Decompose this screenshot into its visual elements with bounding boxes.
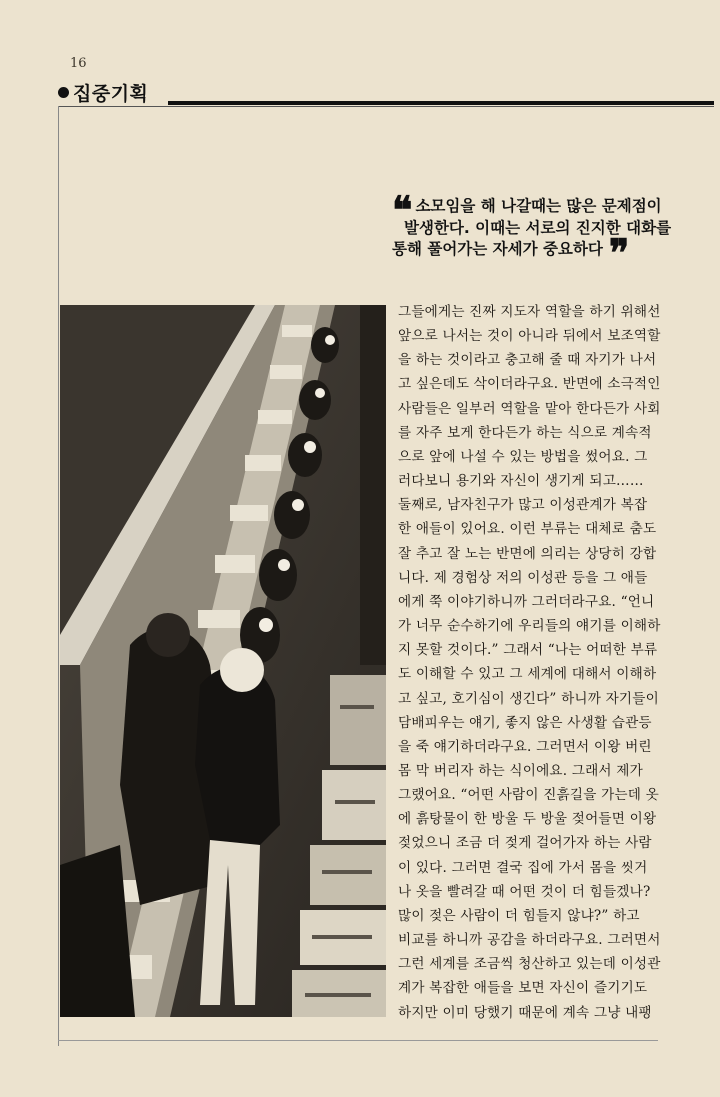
section-underline	[58, 106, 714, 107]
body-line: 을 죽 얘기하더라구요. 그러면서 이왕 버린	[398, 738, 652, 755]
section-rule	[168, 101, 714, 105]
body-line: 둘째로, 남자친구가 많고 이성관계가 복잡	[398, 497, 648, 514]
pullquote-line-3: 통해 풀어가는 자세가 중요하다 ❞	[392, 230, 630, 275]
body-line: 계가 복잡한 애들을 보면 자신이 즐기기도	[398, 980, 648, 997]
body-line: 고 싶은데도 삭이더라구요. 반면에 소극적인	[398, 376, 661, 393]
body-line: 지 못할 것이다.” 그래서 “나는 어떠한 부류	[398, 642, 658, 659]
open-quote-icon: ❝	[392, 187, 413, 232]
section-title	[58, 80, 148, 104]
body-line: 으로 앞에 나설 수 있는 방법을 썼어요. 그	[398, 448, 648, 465]
pullquote	[392, 187, 710, 275]
body-line: 담배피우는 얘기, 좋지 않은 사생활 습관등	[398, 714, 652, 731]
section-header	[58, 78, 714, 106]
section-title-text: 집중기획	[73, 82, 149, 105]
bottom-rule	[58, 1040, 658, 1041]
body-line: 한 애들이 있어요. 이런 부류는 대체로 춤도	[398, 521, 657, 538]
body-line: 그랬어요. “어떤 사람이 진흙길을 가는데 옷	[398, 787, 659, 804]
body-line: 을 하는 것이라고 충고해 줄 때 자기가 나서	[398, 352, 657, 369]
body-line: 가 너무 순수하기에 우리들의 얘기를 이해하	[398, 618, 661, 635]
body-line: 고 싶고, 호기심이 생긴다” 하니까 자기들이	[398, 690, 659, 707]
body-line: 젖었으니 조금 더 젖게 걸어가자 하는 사람	[398, 835, 652, 852]
body-line: 그런 세계를 조금씩 청산하고 있는데 이성관	[398, 956, 661, 973]
body-line: 이 있다. 그러면 결국 집에 가서 몸을 씻거	[398, 859, 648, 876]
body-line: 많이 젖은 사람이 더 힘들지 않냐?” 하고	[398, 907, 640, 924]
page-number: 16	[70, 56, 87, 71]
body-line: 몸 막 버리자 하는 식이에요. 그래서 제가	[398, 762, 643, 779]
body-line: 사람들은 일부러 역할을 맡아 한다든가 사회	[398, 400, 661, 417]
body-line: 하지만 이미 당했기 때문에 계속 그냥 내팽	[398, 1004, 652, 1021]
factory-assembly-line-photo	[60, 305, 386, 1017]
body-line: 니다. 제 경험상 저의 이성관 등을 그 애들	[398, 569, 648, 586]
body-line: 에게 쭉 이야기하니까 그러더라구요. “언니	[398, 593, 655, 610]
article-body	[398, 300, 716, 1025]
body-line: 를 자주 보게 한다든가 하는 식으로 계속적	[398, 424, 652, 441]
left-margin-rule	[58, 106, 59, 1046]
pullquote-line-1: ❝ 소모임을 해 나갈때는 많은 문제점이	[392, 187, 662, 232]
photo-illustration	[60, 305, 386, 1017]
pullquote-line-2: 발생한다. 이때는 서로의 진지한 대화를	[404, 219, 672, 237]
close-quote-icon: ❞	[608, 230, 630, 275]
body-line: 잘 추고 잘 노는 반면에 의리는 상당히 강합	[398, 545, 657, 562]
body-line: 나 옷을 빨려갈 때 어떤 것이 더 힘들겠나?	[398, 883, 651, 900]
body-line: 그들에게는 진짜 지도자 역할을 하기 위해선	[398, 304, 661, 320]
bullet-icon	[58, 87, 69, 98]
body-line: 에 흙탕물이 한 방울 두 방울 젖어들면 이왕	[398, 811, 657, 828]
body-line: 비교를 하니까 공감을 하더라구요. 그러면서	[398, 932, 661, 949]
body-line: 도 이해할 수 있고 그 세계에 대해서 이해하	[398, 666, 657, 683]
body-line: 러다보니 용기와 자신이 생기게 되고……	[398, 473, 644, 490]
body-line: 앞으로 나서는 것이 아니라 뒤에서 보조역할	[398, 328, 661, 345]
